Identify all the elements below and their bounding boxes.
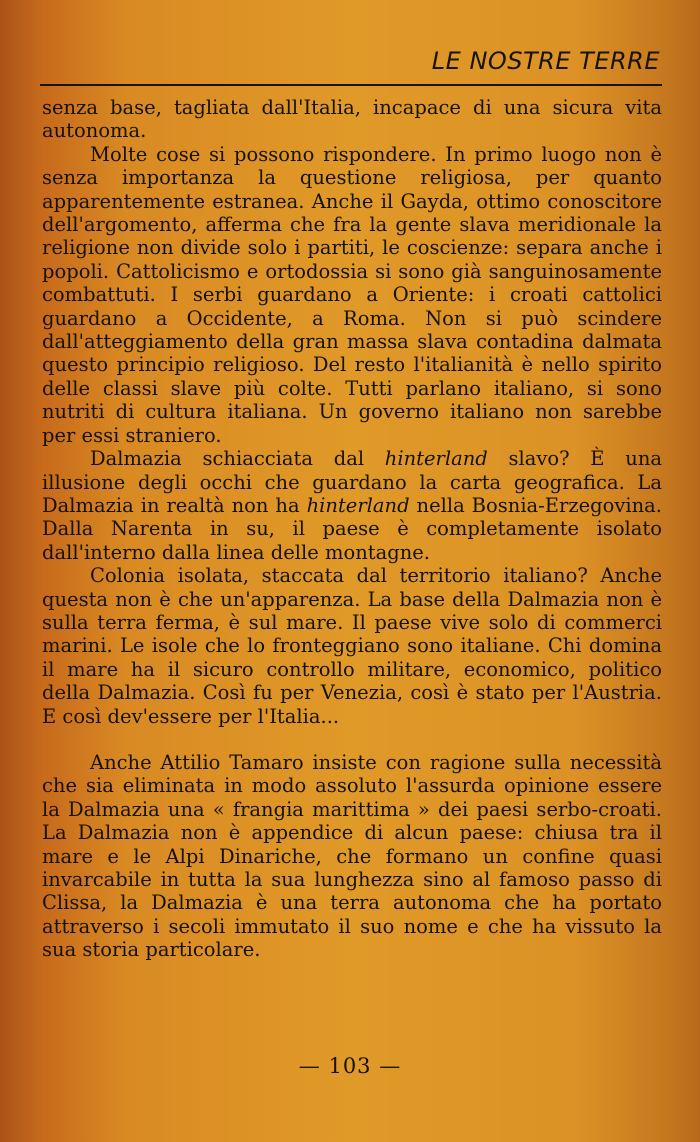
header-rule [40, 84, 662, 86]
hinterland-text-1: Dalmazia schiacciata dal [90, 447, 385, 471]
hinterland-text-3: nella Bosnia-Erzegovina. Dalla Narenta in su, il paese è completamente isolato dall'interno dalla linea delle montagne. [42, 493, 662, 564]
paragraph-tamaro: Anche Attilio Tamaro insiste con ragione sulla necessità che sia eliminata in modo assoluto l'assurda opinione essere la Dalmazia una « frangia marittima » dei paesi serbo-croati. La Dalmazia non è appendice di alcun paese: chiusa tra il mare e le Alpi Dinariche, che formano un confine quasi invarcabile in tutta la sua lunghezza sino al famoso passo di Clissa, la Dalmazia è una terra autonoma che ha portato attraverso i secoli immutato il suo nome e che ha vissuto la sua storia particolare. [42, 750, 662, 962]
page-number: — 103 — [298, 1054, 402, 1078]
paragraph-religion: Molte cose si possono rispondere. In primo luogo non è senza importanza la questione religiosa, per quanto apparentemente estranea. Anche il Gayda, ottimo conoscitore dell'argomento, afferma che fra la gente slava meridionale la religione non divide solo i partiti, le coscienze: separa anche i popoli. Cattolicismo e ortodossia si sono già sanguinosamente combattuti. I serbi guardano a Oriente: i croati cattolici guardano a Occidente, a Roma. Non si può scindere dall'atteggiamento della gran massa slava contadina dalmata questo principio religioso. Del resto l'italianità è nello spirito delle classi slave più colte. Tutti parlano italiano, si sono nutriti di cultura italiana. Un governo italiano non sarebbe per essi straniero. [42, 142, 662, 447]
paragraph-hinterland [42, 447, 662, 564]
hinterland-term-2: hinterland [306, 493, 410, 517]
hinterland-text-2: slavo? È una illusione degli occhi che guardano la carta geografica. La Dalmazia in realtà non ha [42, 447, 662, 517]
body-text [42, 96, 662, 962]
paragraph-colonia: Colonia isolata, staccata dal territorio italiano? Anche questa non è che un'apparenza. La base della Dalmazia non è sulla terra ferma, è sul mare. Il paese vive solo di commerci marini. Le isole che lo fronteggiano sono italiane. Chi domina il mare ha il sicuro controllo militare, economico, politico della Dalmazia. Così fu per Venezia, così è stato per l'Austria. E così dev'essere per l'Italia... [42, 564, 662, 728]
paragraph-continuation: senza base, tagliata dall'Italia, incapace di una sicura vita autonoma. [42, 96, 662, 143]
hinterland-term-1: hinterland [384, 447, 488, 471]
running-title: LE NOSTRE TERRE [431, 47, 660, 75]
